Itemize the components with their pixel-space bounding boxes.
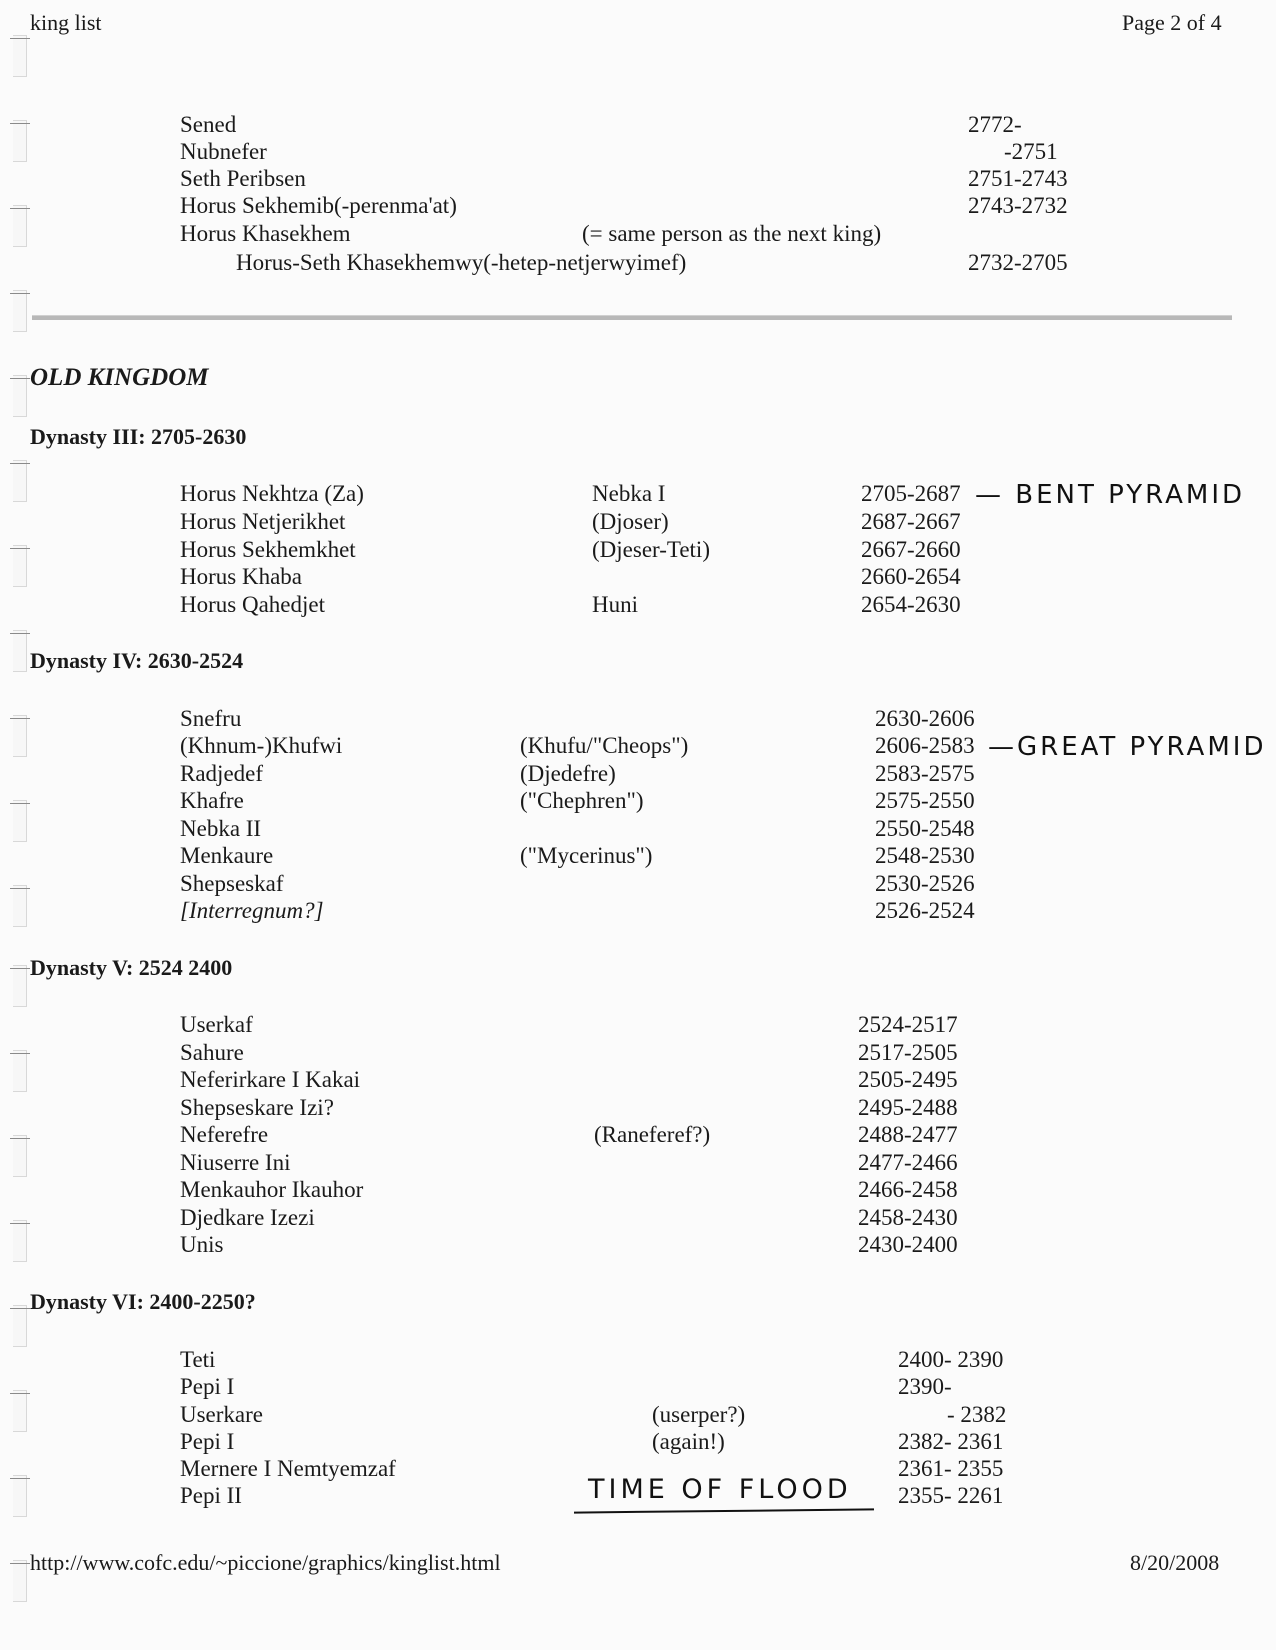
king-years: 2660-2654 <box>861 564 961 589</box>
king-name: Shepseskaf <box>180 871 284 896</box>
bent-pyramid-text: BENT PYRAMID <box>1015 480 1246 510</box>
king-years: 2705-2687 <box>861 481 961 506</box>
dynasty-heading: Dynasty V: 2524 2400 <box>30 955 233 980</box>
king-alt-name: Nebka I <box>592 481 666 506</box>
king-years: 2575-2550 <box>875 788 975 813</box>
king-name: Menkauhor Ikauhor <box>180 1177 364 1202</box>
king-alt-name: ("Mycerinus") <box>520 843 653 868</box>
king-name: Snefru <box>180 706 242 731</box>
king-name: Pepi II <box>180 1483 242 1508</box>
king-name: Neferefre <box>180 1122 269 1147</box>
king-alt-name: (Raneferef?) <box>594 1122 711 1147</box>
king-years: 2400- 2390 <box>898 1347 1004 1372</box>
king-years: 2772- <box>968 112 1022 137</box>
king-years: 2630-2606 <box>875 706 975 731</box>
king-alt-name: (again!) <box>652 1429 725 1454</box>
king-name: Sahure <box>180 1040 244 1065</box>
king-years: 2488-2477 <box>858 1122 958 1147</box>
king-alt-name: (Djoser) <box>592 509 669 534</box>
king-name: Horus Nekhtza (Za) <box>180 481 364 506</box>
king-name: Teti <box>180 1347 216 1372</box>
king-years: - 2382 <box>947 1402 1007 1427</box>
king-years: 2743-2732 <box>968 193 1068 218</box>
king-name: Unis <box>180 1232 224 1257</box>
king-name: Seth Peribsen <box>180 166 306 191</box>
dynasty-heading: Dynasty VI: 2400-2250? <box>30 1289 256 1314</box>
king-name: [Interregnum?] <box>180 898 324 923</box>
king-name: Userkare <box>180 1402 264 1427</box>
king-years: 2466-2458 <box>858 1177 958 1202</box>
king-years: 2751-2743 <box>968 166 1068 191</box>
king-years: 2361- 2355 <box>898 1456 1004 1481</box>
handwritten-note-great-pyramid: —GREAT PYRAMID <box>988 732 1267 762</box>
king-name: Pepi I <box>180 1374 235 1399</box>
king-years: 2495-2488 <box>858 1095 958 1120</box>
king-name: Shepseskare Izi? <box>180 1095 334 1120</box>
king-name: Horus-Seth Khasekhemwy(-hetep-netjerwyimef) <box>236 250 687 275</box>
king-years: 2548-2530 <box>875 843 975 868</box>
king-years: 2526-2524 <box>875 898 975 923</box>
king-alt-name: (Djeser-Teti) <box>592 537 710 562</box>
king-years: 2382- 2361 <box>898 1429 1004 1454</box>
king-years: 2687-2667 <box>861 509 961 534</box>
king-note: (= same person as the next king) <box>582 221 882 246</box>
king-alt-name: (userper?) <box>652 1402 746 1427</box>
king-years: 2458-2430 <box>858 1205 958 1230</box>
king-years: 2477-2466 <box>858 1150 958 1175</box>
dynasty-heading: Dynasty III: 2705-2630 <box>30 424 247 449</box>
king-years: 2654-2630 <box>861 592 961 617</box>
king-name: Horus Sekhemib(-perenma'at) <box>180 193 457 218</box>
king-years: 2390- <box>898 1374 952 1399</box>
king-name: Nebka II <box>180 816 262 841</box>
king-alt-name: (Djedefre) <box>520 761 616 786</box>
king-years: -2751 <box>1004 139 1058 164</box>
king-name: Radjedef <box>180 761 264 786</box>
king-name: (Khnum-)Khufwi <box>180 733 343 758</box>
handwritten-note-time-of-flood: TIME OF FLOOD <box>588 1474 852 1505</box>
king-name: Horus Sekhemkhet <box>180 537 356 562</box>
king-name: Horus Khasekhem <box>180 221 351 246</box>
king-name: Neferirkare I Kakai <box>180 1067 361 1092</box>
king-years: 2355- 2261 <box>898 1483 1004 1508</box>
king-name: Sened <box>180 112 237 137</box>
king-years: 2583-2575 <box>875 761 975 786</box>
king-years: 2505-2495 <box>858 1067 958 1092</box>
king-years: 2606-2583 <box>875 733 975 758</box>
king-name: Nubnefer <box>180 139 267 164</box>
document-title: king list <box>30 10 102 35</box>
dynasty-heading: Dynasty IV: 2630-2524 <box>30 648 244 673</box>
king-years: 2530-2526 <box>875 871 975 896</box>
king-name: Djedkare Izezi <box>180 1205 315 1230</box>
king-name: Horus Qahedjet <box>180 592 325 617</box>
king-name: Horus Khaba <box>180 564 302 589</box>
king-name: Khafre <box>180 788 244 813</box>
king-alt-name: (Khufu/"Cheops") <box>520 733 689 758</box>
king-years: 2430-2400 <box>858 1232 958 1257</box>
king-years: 2550-2548 <box>875 816 975 841</box>
king-name: Horus Netjerikhet <box>180 509 346 534</box>
king-years: 2667-2660 <box>861 537 961 562</box>
section-divider <box>32 315 1232 320</box>
page-number: Page 2 of 4 <box>1122 10 1222 35</box>
great-pyramid-text: GREAT PYRAMID <box>1017 732 1267 762</box>
king-years: 2732-2705 <box>968 250 1068 275</box>
handwritten-note-bent-pyramid: — BENT PYRAMID <box>975 480 1246 510</box>
king-name: Pepi I <box>180 1429 235 1454</box>
print-date: 8/20/2008 <box>1130 1550 1220 1575</box>
king-alt-name: Huni <box>592 592 638 617</box>
handwritten-underline <box>574 1508 874 1513</box>
king-years: 2524-2517 <box>858 1012 958 1037</box>
king-years: 2517-2505 <box>858 1040 958 1065</box>
king-alt-name: ("Chephren") <box>520 788 644 813</box>
source-url[interactable]: http://www.cofc.edu/~piccione/graphics/kinglist.html <box>30 1550 501 1575</box>
king-name: Niuserre Ini <box>180 1150 291 1175</box>
era-heading: OLD KINGDOM <box>30 364 209 391</box>
king-name: Mernere I Nemtyemzaf <box>180 1456 396 1481</box>
king-name: Menkaure <box>180 843 274 868</box>
king-name: Userkaf <box>180 1012 253 1037</box>
